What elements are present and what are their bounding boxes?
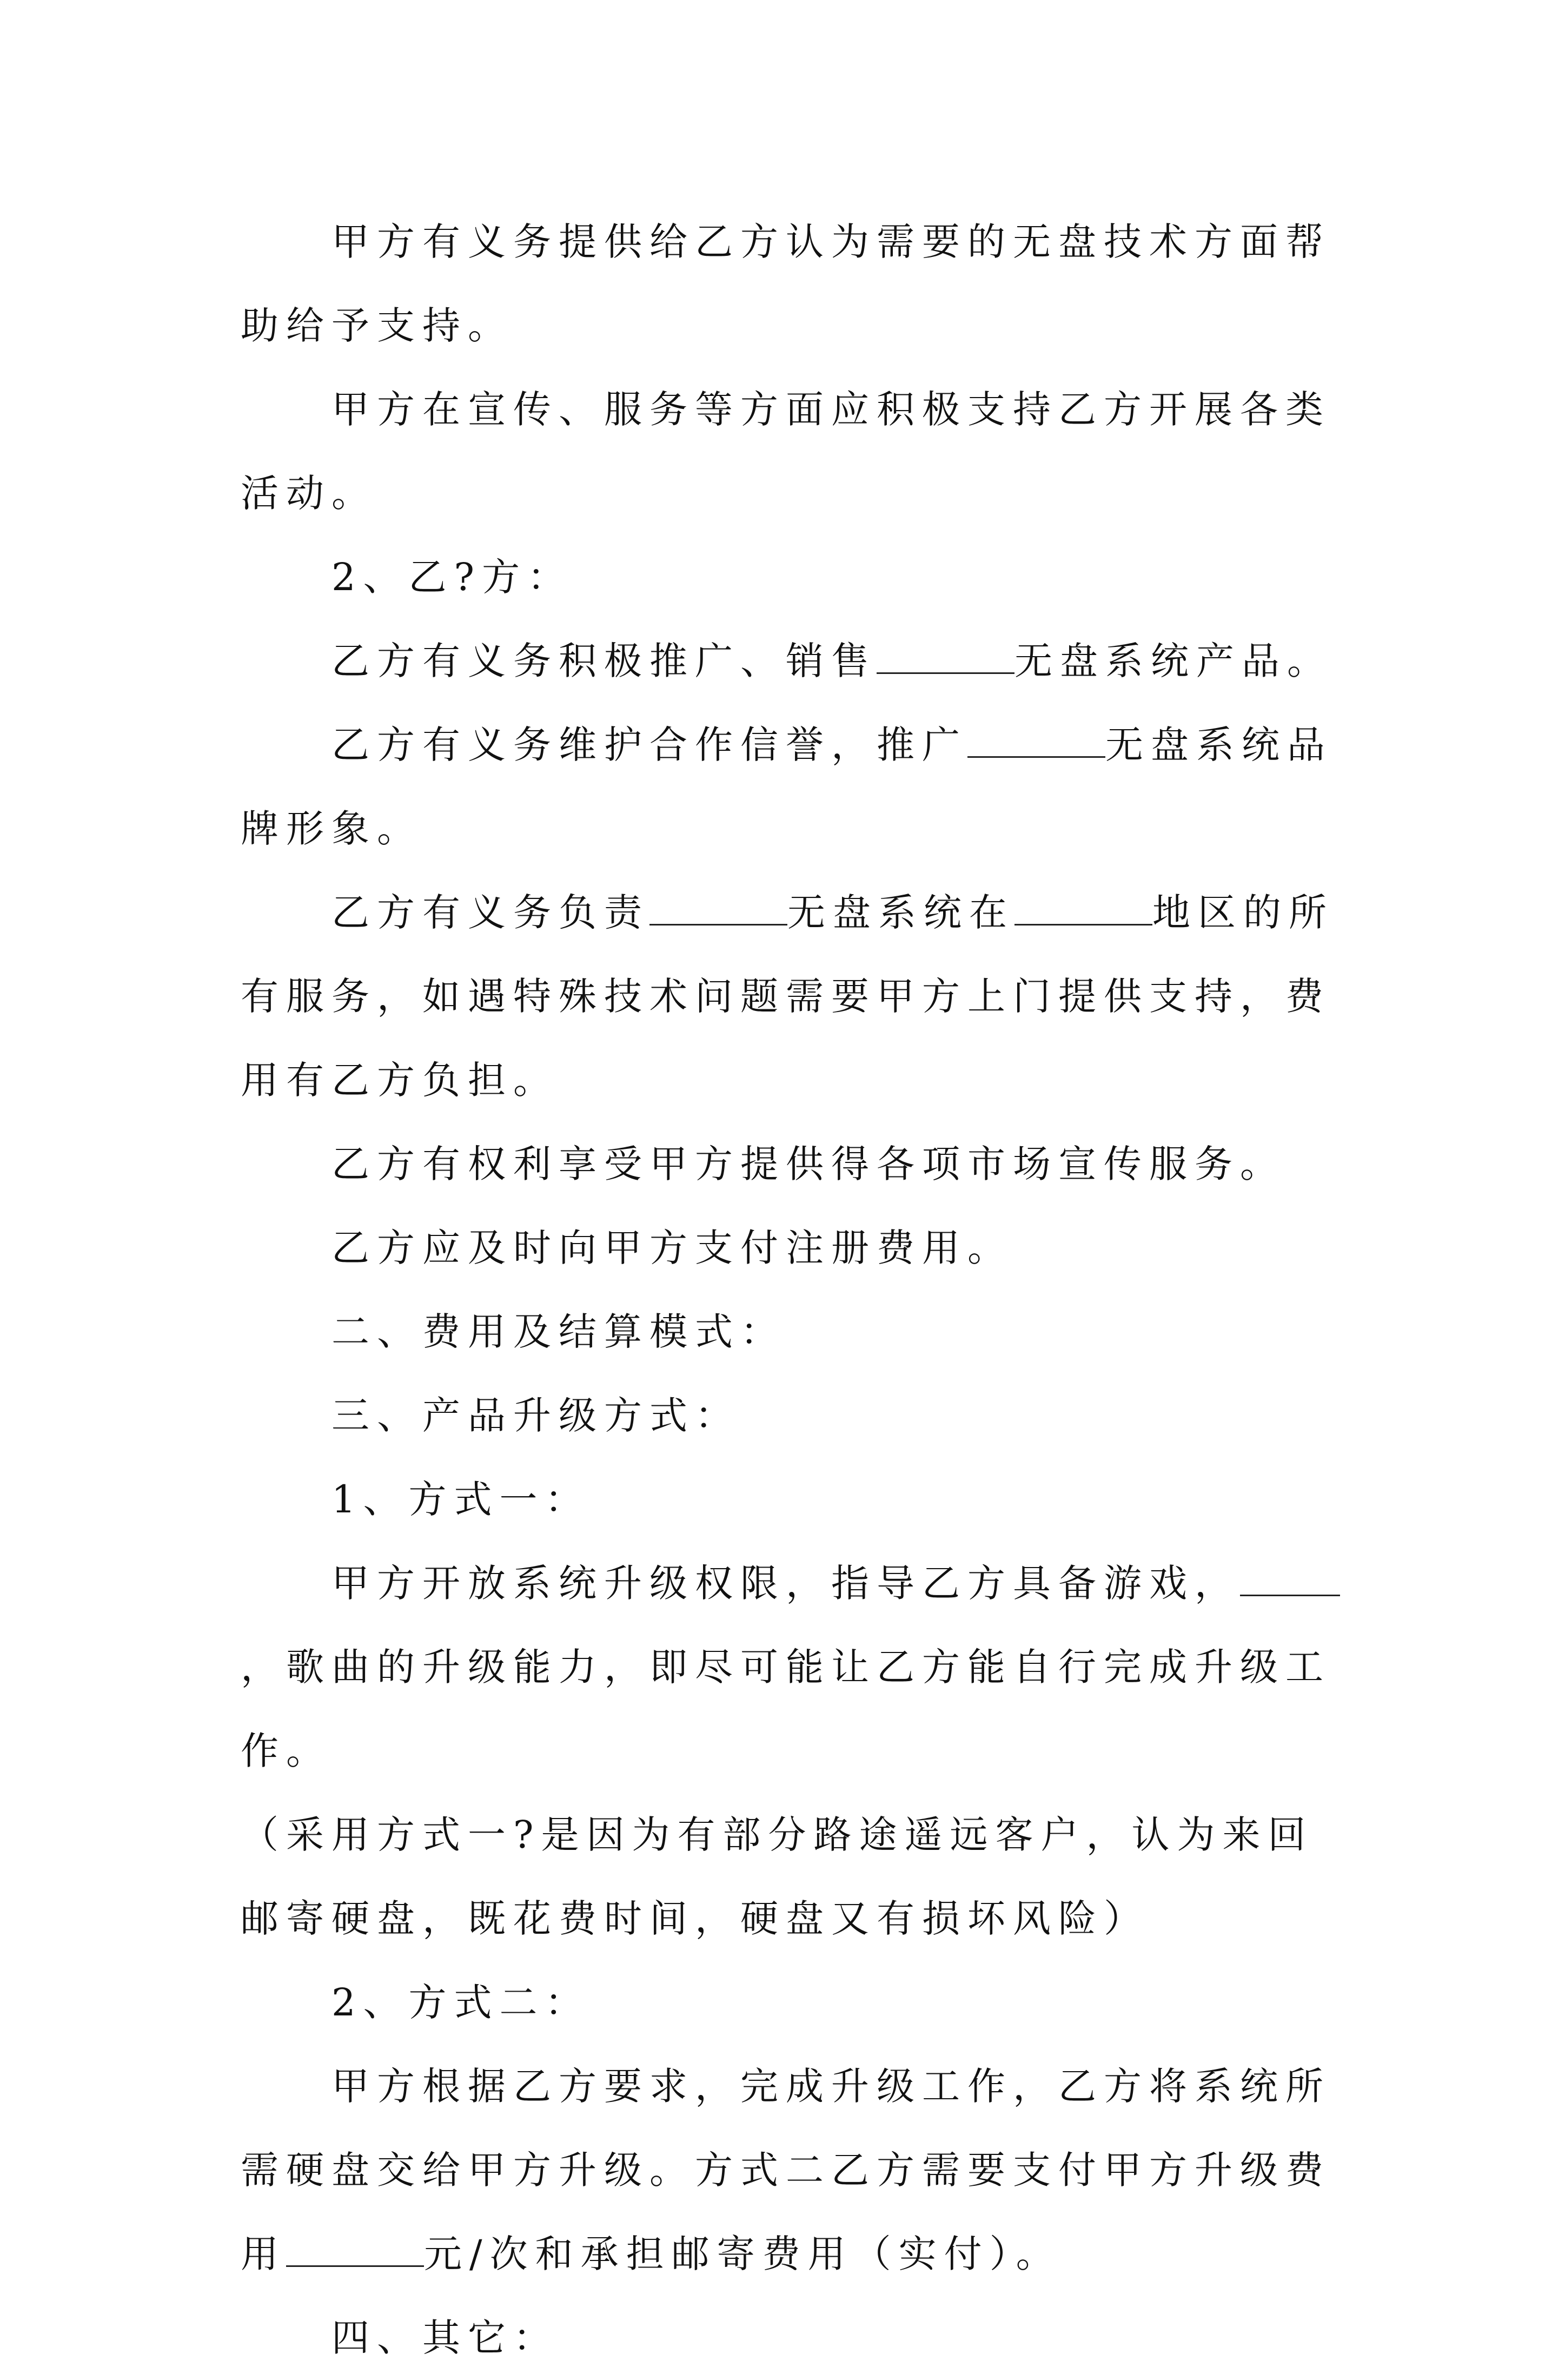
paragraph-method-one-detail: 甲方开放系统升级权限，指导乙方具备游戏，，歌曲的升级能力，即尽可能让乙方能自行完成升级工作。 bbox=[241, 1542, 1344, 1793]
paragraph-party-b-reputation: 乙方有义务维护合作信誉，推广 无盘系统品牌形象。 bbox=[241, 723, 1332, 851]
heading-fees-settlement: 二、费用及结算模式： bbox=[331, 1310, 786, 1354]
paragraph-party-b-registration-fee: 乙方应及时向甲方支付注册费用。 bbox=[331, 1226, 1013, 1270]
heading-method-one: 1、方式一： bbox=[331, 1477, 591, 1522]
heading-party-b: 2、乙?方： bbox=[331, 555, 573, 599]
paragraph-party-a-tech-support: 甲方有义务提供给乙方认为需要的无盘技术方面帮助给予支持。 bbox=[241, 220, 1331, 348]
fill-in-blank-region bbox=[1014, 891, 1152, 925]
fill-in-blank-system bbox=[649, 891, 787, 925]
paragraph-party-a-promotion-support: 甲方在宣传、服务等方面应积极支持乙方开展各类活动。 bbox=[241, 387, 1331, 515]
heading-other: 四、其它： bbox=[331, 2316, 559, 2360]
heading-product-upgrade: 三、产品升级方式： bbox=[331, 1393, 740, 1438]
fill-in-blank-content-type bbox=[1240, 1562, 1340, 1596]
paragraph-method-one-note: （采用方式一?是因为有部分路途遥远客户，认为来回邮寄硬盘，既花费时间，硬盘又有损坏风险） bbox=[241, 1813, 1314, 1941]
paragraph-party-b-service: 乙方有义务负责 无盘系统在 地区的所有服务，如遇特殊技术问题需要甲方上门提供支持，费用有乙方负担。 bbox=[241, 890, 1334, 1102]
document-body bbox=[241, 200, 1344, 2380]
paragraph-party-b-sales: 乙方有义务积极推广、销售 无盘系统产品。 bbox=[331, 639, 1332, 683]
paragraph-method-two-detail: 甲方根据乙方要求，完成升级工作，乙方将系统所需硬盘交给甲方升级。方式二乙方需要支付甲方升级费用 元/次和承担邮寄费用（实付）。 bbox=[241, 2064, 1331, 2276]
heading-method-two: 2、方式二： bbox=[331, 1980, 591, 2025]
fill-in-blank-product bbox=[877, 640, 1014, 674]
fill-in-blank-brand bbox=[967, 724, 1105, 758]
fill-in-blank-upgrade-fee bbox=[286, 2233, 424, 2267]
paragraph-party-b-marketing-rights: 乙方有权利享受甲方提供得各项市场宣传服务。 bbox=[331, 1142, 1285, 1186]
